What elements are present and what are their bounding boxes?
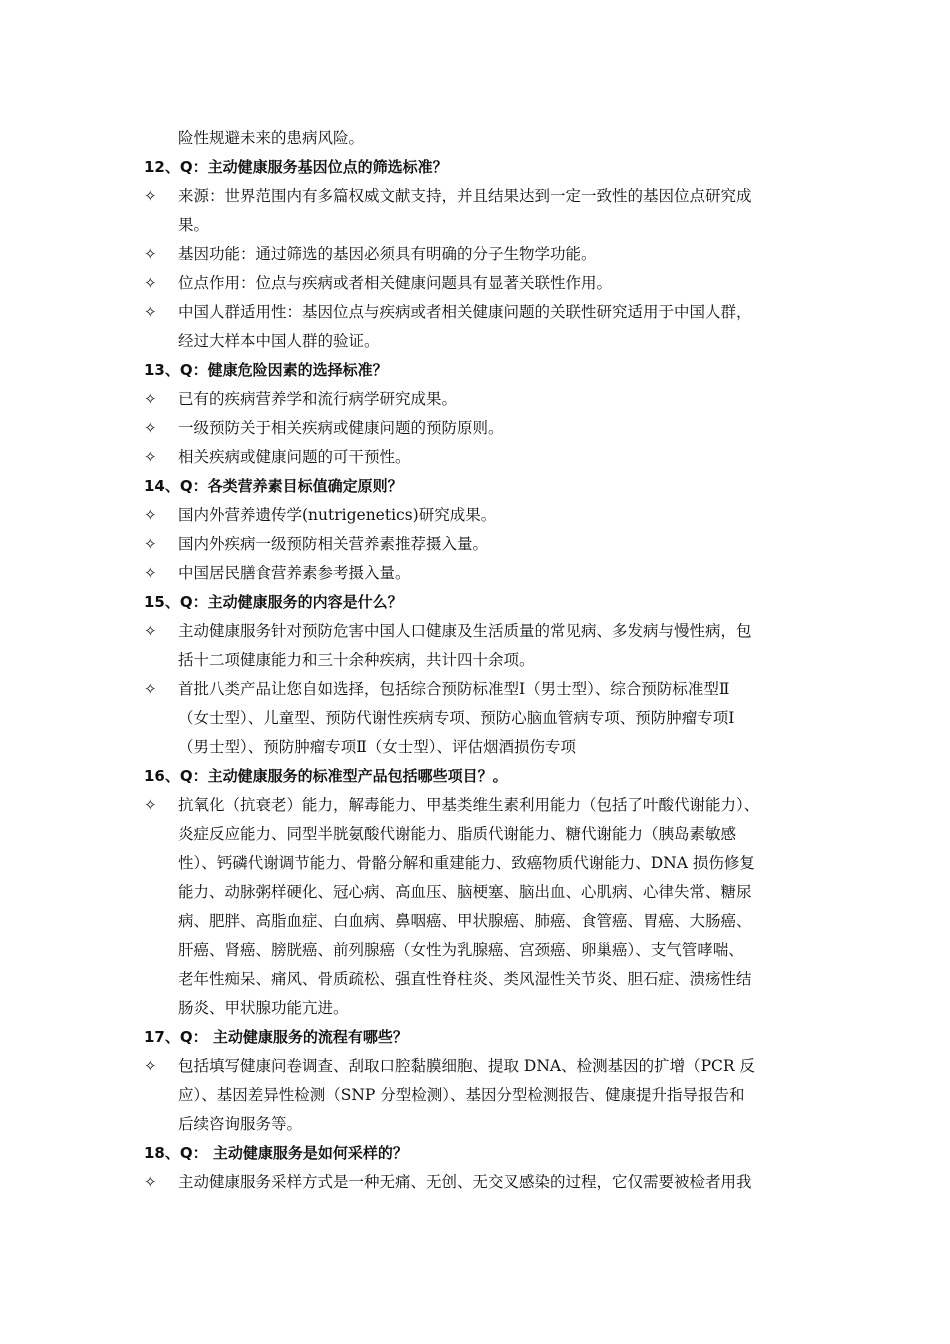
faq-answer-item — [144, 414, 812, 443]
faq-question: 16、Q：主动健康服务的标准型产品包括哪些项目？。 — [144, 767, 508, 785]
answer-line: 来源：世界范围内有多篇权威文献支持，并且结果达到一定一致性的基因位点研究成 — [178, 187, 752, 205]
answer-line: 经过大样本中国人群的验证。 — [178, 332, 380, 350]
diamond-bullet-icon: ✧ — [144, 245, 157, 263]
answer-line: 首批八类产品让您自如选择，包括综合预防标准型Ⅰ（男士型）、综合预防标准型Ⅱ — [178, 680, 730, 698]
faq-answer-item — [144, 298, 812, 356]
intro-continuation-line: 险性规避未来的患病风险。 — [178, 129, 365, 147]
answer-line: 中国居民膳食营养素参考摄入量。 — [178, 564, 411, 582]
faq-answer-text — [178, 298, 812, 356]
answer-line: 国内外营养遗传学(nutrigenetics)研究成果。 — [178, 506, 497, 524]
faq-question: 12、Q：主动健康服务基因位点的筛选标准？ — [144, 158, 448, 176]
answer-line: 应）、基因差异性检测（SNP 分型检测）、基因分型检测报告、健康提升指导报告和 — [178, 1086, 745, 1104]
answer-line: 包括填写健康问卷调查、刮取口腔黏膜细胞、提取 DNA、检测基因的扩增（PCR 反 — [178, 1057, 755, 1075]
answer-line: 能力、动脉粥样硬化、冠心病、高血压、脑梗塞、脑出血、心肌病、心律失常、糖尿 — [178, 883, 752, 901]
diamond-bullet-icon: ✧ — [144, 796, 157, 814]
answer-line: 病、肥胖、高脂血症、白血病、鼻咽癌、甲状腺癌、肺癌、食管癌、胃癌、大肠癌、 — [178, 912, 752, 930]
diamond-bullet-icon: ✧ — [144, 680, 157, 698]
answer-line: 主动健康服务针对预防危害中国人口健康及生活质量的常见病、多发病与慢性病，包 — [178, 622, 752, 640]
faq-answer-item — [144, 269, 812, 298]
faq-answer-item — [144, 530, 812, 559]
faq-question: 13、Q：健康危险因素的选择标准？ — [144, 361, 388, 379]
diamond-bullet-icon: ✧ — [144, 187, 157, 205]
diamond-bullet-icon: ✧ — [144, 535, 157, 553]
answer-line: 括十二项健康能力和三十余种疾病，共计四十余项。 — [178, 651, 535, 669]
diamond-bullet-icon: ✧ — [144, 274, 157, 292]
answer-line: 抗氧化（抗衰老）能力，解毒能力、甲基类维生素利用能力（包括了叶酸代谢能力）、 — [178, 796, 760, 814]
diamond-bullet-icon: ✧ — [144, 448, 157, 466]
answer-line: 已有的疾病营养学和流行病学研究成果。 — [178, 390, 458, 408]
faq-answer-item — [144, 791, 812, 1023]
faq-answer-item — [144, 443, 812, 472]
faq-answer-item — [144, 617, 812, 675]
faq-answer-text — [178, 675, 812, 762]
answer-line: 肠炎、甲状腺功能亢进。 — [178, 999, 349, 1017]
answer-line: （女士型）、儿童型、预防代谢性疾病专项、预防心脑血管病专项、预防肿瘤专项Ⅰ — [178, 709, 735, 727]
document-body — [144, 124, 812, 1197]
answer-line: 果。 — [178, 216, 210, 234]
faq-answer-text — [178, 443, 812, 472]
faq-answer-text — [178, 791, 812, 1023]
diamond-bullet-icon: ✧ — [144, 303, 157, 321]
answer-line: 主动健康服务采样方式是一种无痛、无创、无交叉感染的过程，它仅需要被检者用我 — [178, 1173, 752, 1191]
faq-answer-text — [178, 385, 812, 414]
faq-question: 17、Q： 主动健康服务的流程有哪些？ — [144, 1028, 408, 1046]
answer-line: （男士型）、预防肿瘤专项Ⅱ（女士型）、评估烟酒损伤专项 — [178, 738, 577, 756]
answer-line: 基因功能：通过筛选的基因必须具有明确的分子生物学功能。 — [178, 245, 597, 263]
faq-question: 18、Q： 主动健康服务是如何采样的？ — [144, 1144, 408, 1162]
faq-sections — [144, 153, 812, 1197]
faq-answer-text — [178, 240, 812, 269]
answer-line: 性）、钙磷代谢调节能力、骨骼分解和重建能力、致癌物质代谢能力、DNA 损伤修复 — [178, 854, 755, 872]
diamond-bullet-icon: ✧ — [144, 622, 157, 640]
faq-answer-item — [144, 385, 812, 414]
diamond-bullet-icon: ✧ — [144, 564, 157, 582]
faq-answer-item — [144, 182, 812, 240]
diamond-bullet-icon: ✧ — [144, 419, 157, 437]
faq-answer-text — [178, 501, 812, 530]
answer-line: 老年性痴呆、痛风、骨质疏松、强直性脊柱炎、类风湿性关节炎、胆石症、溃疡性结 — [178, 970, 752, 988]
faq-answer-text — [178, 559, 812, 588]
faq-answer-item — [144, 501, 812, 530]
answer-line: 后续咨询服务等。 — [178, 1115, 303, 1133]
faq-question: 14、Q：各类营养素目标值确定原则？ — [144, 477, 403, 495]
answer-line: 炎症反应能力、同型半胱氨酸代谢能力、脂质代谢能力、糖代谢能力（胰岛素敏感 — [178, 825, 737, 843]
faq-answer-text — [178, 530, 812, 559]
answer-line: 相关疾病或健康问题的可干预性。 — [178, 448, 411, 466]
faq-answer-item — [144, 240, 812, 269]
diamond-bullet-icon: ✧ — [144, 1057, 157, 1075]
diamond-bullet-icon: ✧ — [144, 1173, 157, 1191]
diamond-bullet-icon: ✧ — [144, 390, 157, 408]
answer-line: 中国人群适用性：基因位点与疾病或者相关健康问题的关联性研究适用于中国人群， — [178, 303, 752, 321]
faq-answer-text — [178, 1168, 812, 1197]
answer-line: 位点作用：位点与疾病或者相关健康问题具有显著关联性作用。 — [178, 274, 613, 292]
faq-answer-item — [144, 1168, 812, 1197]
faq-answer-text — [178, 269, 812, 298]
answer-line: 一级预防关于相关疾病或健康问题的预防原则。 — [178, 419, 504, 437]
faq-answer-text — [178, 182, 812, 240]
faq-answer-text — [178, 617, 812, 675]
faq-question: 15、Q：主动健康服务的内容是什么？ — [144, 593, 403, 611]
faq-answer-item — [144, 1052, 812, 1139]
faq-answer-item — [144, 559, 812, 588]
answer-line: 肝癌、肾癌、膀胱癌、前列腺癌（女性为乳腺癌、宫颈癌、卵巢癌）、支气管哮喘、 — [178, 941, 744, 959]
answer-line: 国内外疾病一级预防相关营养素推荐摄入量。 — [178, 535, 489, 553]
faq-answer-item — [144, 675, 812, 762]
faq-answer-text — [178, 1052, 812, 1139]
diamond-bullet-icon: ✧ — [144, 506, 157, 524]
faq-answer-text — [178, 414, 812, 443]
